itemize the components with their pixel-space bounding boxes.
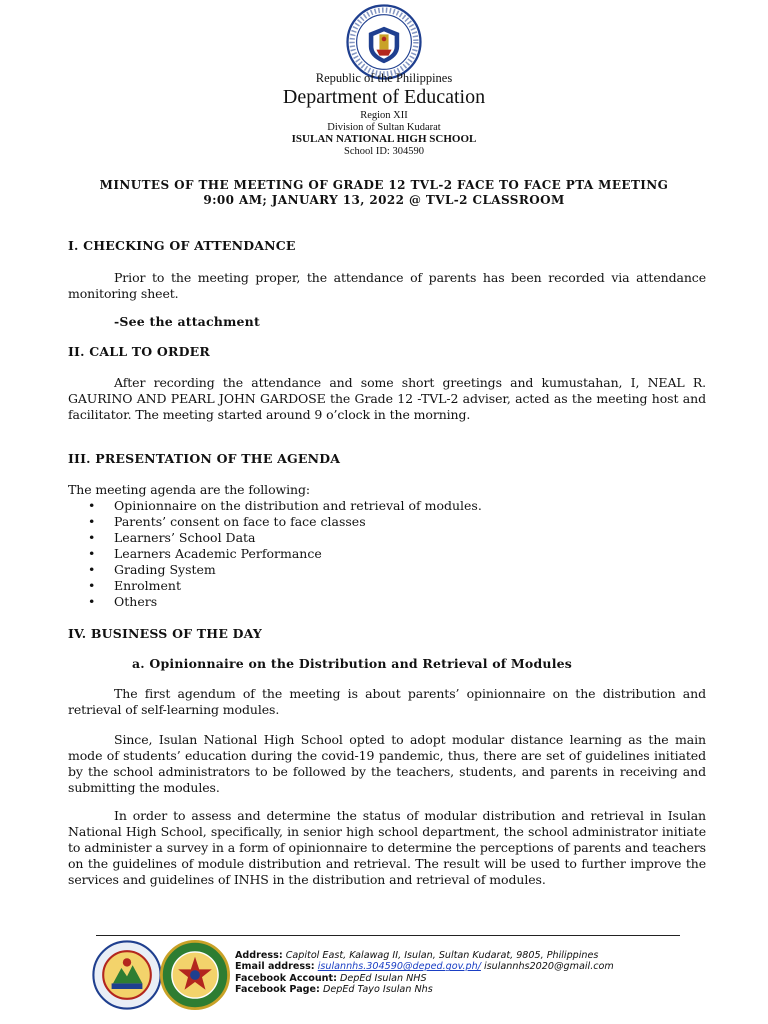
attendance-note: -See the attachment bbox=[114, 314, 260, 329]
agenda-list bbox=[88, 498, 482, 610]
agenda-item: • Others bbox=[88, 594, 482, 610]
school-seal-logo bbox=[160, 940, 230, 1010]
facebook-page-label: Facebook Page: bbox=[235, 984, 320, 996]
business-text-3: In order to assess and determine the status of modular distribution and retrieval in Isulan National High School, specifically, in senior high school department, the school administrator initiate to administer a survey in a form of opinionnaire to determine the perceptions of parents and teachers on the guidelines of module distribution and retrieval. The result will be used to further improve the services and guidelines of INHS in the distribution and retrieval of modules. bbox=[68, 808, 706, 887]
facebook-page-value: DepEd Tayo Isulan Nhs bbox=[322, 984, 433, 996]
section-heading-agenda: III. PRESENTATION OF THE AGENDA bbox=[68, 451, 341, 466]
address-value: Capitol East, Kalawag II, Isulan, Sultan Kudarat, 9805, Philippines bbox=[285, 950, 599, 961]
call-to-order-paragraph bbox=[68, 375, 706, 423]
business-paragraph-3 bbox=[68, 808, 706, 888]
footer-divider bbox=[96, 935, 680, 936]
agenda-intro: The meeting agenda are the following: bbox=[68, 482, 310, 497]
business-text-2: Since, Isulan National High School opted to adopt modular distance learning as the main mode of students’ education during the covid-19 pandemic, thus, there are set of guidelines initiated by the school administrators to be followed by the teachers, students, and parents in receiving and submitting the modules. bbox=[68, 732, 706, 795]
email-value-gmail: isulannhs2020@gmail.com bbox=[484, 961, 614, 973]
school-name: ISULAN NATIONAL HIGH SCHOOL bbox=[291, 133, 477, 145]
deped-seal-logo bbox=[346, 4, 422, 80]
region-line: Region XII bbox=[360, 110, 408, 121]
section-heading-business: IV. BUSINESS OF THE DAY bbox=[68, 626, 263, 641]
business-subheading: a. Opinionnaire on the Distribution and Retrieval of Modules bbox=[132, 656, 573, 671]
division-line: Division of Sultan Kudarat bbox=[327, 122, 441, 133]
agenda-item: • Learners Academic Performance bbox=[88, 546, 482, 562]
section-heading-call-to-order: II. CALL TO ORDER bbox=[68, 344, 210, 359]
attendance-paragraph bbox=[68, 270, 706, 302]
republic-line: Republic of the Philippines bbox=[315, 71, 453, 85]
call-to-order-text: After recording the attendance and some short greetings and kumustahan, I, NEAL R. GAURINO AND PEARL JOHN GARDOSE the Grade 12 -TVL-2 adviser, acted as the meeting host and facilitator. The meeting started around 9 o’clock in the morning. bbox=[68, 375, 706, 422]
department-name: Department of Education bbox=[282, 86, 486, 108]
address-label: Address: bbox=[235, 950, 283, 961]
facebook-account-label: Facebook Account: bbox=[235, 972, 337, 984]
footer-email-row bbox=[235, 961, 614, 972]
agenda-item: • Parents’ consent on face to face classes bbox=[88, 514, 482, 530]
footer-address-row bbox=[235, 950, 614, 961]
attendance-text: Prior to the meeting proper, the attendance of parents has been recorded via attendance monitoring sheet. bbox=[68, 270, 706, 301]
agenda-item: • Learners’ School Data bbox=[88, 530, 482, 546]
email-link-deped[interactable]: isulannhs.304590@deped.gov.ph/ bbox=[317, 961, 481, 973]
business-text-1: The first agendum of the meeting is about parents’ opinionnaire on the distribution and retrieval of self-learning modules. bbox=[68, 686, 706, 717]
business-paragraph-2 bbox=[68, 732, 706, 796]
footer-facebook-account-row bbox=[235, 973, 614, 984]
school-id: School ID: 304590 bbox=[344, 146, 424, 157]
section-heading-attendance: I. CHECKING OF ATTENDANCE bbox=[68, 238, 296, 253]
division-seal-logo bbox=[92, 940, 162, 1010]
agenda-item: • Opinionnaire on the distribution and retrieval of modules. bbox=[88, 498, 482, 514]
minutes-title-line1: MINUTES OF THE MEETING OF GRADE 12 TVL-2 FACE TO FACE PTA MEETING bbox=[99, 178, 669, 192]
business-paragraph-1 bbox=[68, 686, 706, 718]
agenda-item: • Grading System bbox=[88, 562, 482, 578]
agenda-item: • Enrolment bbox=[88, 578, 482, 594]
email-label: Email address: bbox=[235, 961, 315, 973]
minutes-title-line2: 9:00 AM; JANUARY 13, 2022 @ TVL-2 CLASSROOM bbox=[203, 193, 565, 207]
facebook-account-value: DepEd Isulan NHS bbox=[339, 972, 427, 984]
footer-facebook-page-row bbox=[235, 984, 614, 995]
footer-contact bbox=[235, 950, 614, 996]
